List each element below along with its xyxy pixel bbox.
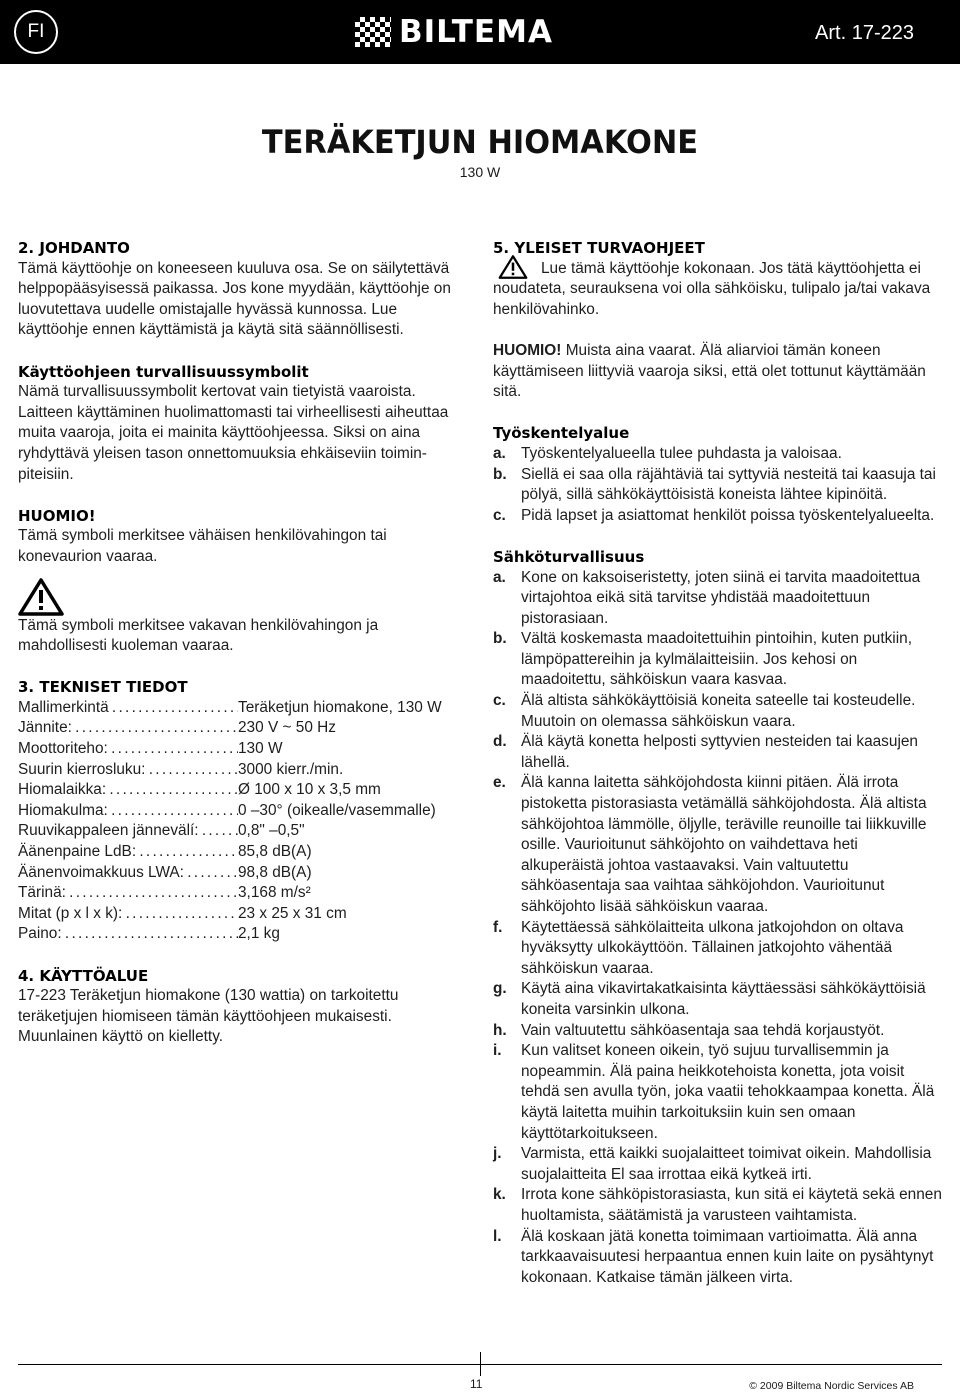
list-text: Älä kanna laitetta sähköjohdosta kiinni pitäen. Älä irrota pistoketta pistorasiasta vetämällä sähköjohdosta. Älä altista sähköjohtoa lämmölle, öljylle, teräville reunoille tai liikkuville osille. Vaurioitunut sähköjohto on vaihdettava heti alkuperäistä johtoa vastaavaksi. Vain valtuutettu sähköasentaja saa vaihtaa sähköjohdon. Vaurioitunut sähköjohto lisää sähköiskun vaaraa. <box>521 774 927 915</box>
symbols-heading: Käyttöohjeen turvallisuussymbolit <box>18 362 309 381</box>
list-letter: i. <box>493 1042 502 1060</box>
spec-value: Ø 100 x 10 x 3,5 mm <box>238 781 381 799</box>
spec-row <box>18 780 468 801</box>
warning-triangle-icon <box>18 578 64 616</box>
list-letter: l. <box>493 1227 502 1245</box>
huomio-text: Muista aina vaarat. Älä aliarvioi tämän koneen käyttämiseen liittyviä vaaroja siksi, että olet tottunut käyttämään sitä. <box>493 341 926 401</box>
header-bar <box>0 0 960 64</box>
list-item <box>493 465 945 506</box>
spec-row <box>18 863 468 884</box>
list-letter: c. <box>493 692 506 710</box>
spec-row <box>18 904 468 925</box>
spec-value: 230 V ~ 50 Hz <box>238 719 336 737</box>
use-text: 17-223 Teräketjun hiomakone (130 wattia) on tarkoitettu teräketjujen hiomiseen tämän käyttöohjeen mukaisesti. Muunlainen käyttö on kielletty. <box>18 987 399 1046</box>
safety-text: Lue tämä käyttöohje kokonaan. Jos tätä käyttöohjetta ei noudateta, seurauksena voi olla sähköisku, tulipalo ja/tai vakava henkilövahinko. <box>493 259 931 318</box>
warning-text: Tämä symboli merkitsee vakavan henkilövahingon ja mahdollisesti kuoleman vaaraa. <box>18 616 379 655</box>
brand-logo <box>355 15 605 49</box>
intro-heading: 2. JOHDANTO <box>18 239 130 257</box>
spec-value: 2,1 kg <box>238 925 280 943</box>
spec-value: 85,8 dB(A) <box>238 843 312 861</box>
spec-value: 23 x 25 x 31 cm <box>238 904 347 922</box>
spec-row <box>18 821 468 842</box>
list-letter: f. <box>493 918 503 936</box>
spec-label: Hiomalaikka: . . . <box>18 780 238 801</box>
list-letter: g. <box>493 980 507 998</box>
spec-label: Mitat (p x l x k): . . . <box>18 904 238 925</box>
list-letter: c. <box>493 506 506 524</box>
spec-value: 0 –30° (oikealle/vasemmalle) <box>238 801 436 819</box>
spec-row <box>18 739 468 760</box>
list-item <box>493 1144 945 1185</box>
safety-paragraph <box>493 259 945 321</box>
spec-row <box>18 698 468 719</box>
spec-label: Tärinä: . . . <box>18 883 238 904</box>
list-item <box>493 568 945 630</box>
spec-label: Suurin kierrosluku: . . . <box>18 760 238 781</box>
left-column <box>18 238 468 1048</box>
list-text: Kun valitset koneen oikein, työ sujuu turvallisemmin ja nopeammin. Älä paina heikkotehoista konetta, jota voisit tehdä sen avulla työn, joka vaatii tehokkaampaa konetta. Älä käytä laitetta muihin tarkoituksiin kuin sen omaan käyttötarkoitukseen. <box>521 1042 935 1142</box>
list-letter: j. <box>493 1145 502 1163</box>
list-item <box>493 1041 945 1144</box>
brand-logo-text: BILTEMA <box>399 14 553 50</box>
list-item <box>493 979 945 1020</box>
list-item <box>493 691 945 732</box>
specs-table <box>18 698 468 945</box>
page-number: 11 <box>470 1377 483 1391</box>
list-text: Pidä lapset ja asiattomat henkilöt poissa työskentelyalueelta. <box>521 506 935 524</box>
list-letter: a. <box>493 444 506 462</box>
list-text: Älä koskaan jätä konetta toimimaan vartioimatta. Älä anna tarkkaavaisuutesi herpaantua ennen kuin laite on pysähtynyt kokonaan. Katkaise tämän jälkeen virta. <box>521 1227 934 1286</box>
spec-value: Teräketjun hiomakone, 130 W <box>238 698 442 716</box>
list-item <box>493 732 945 773</box>
checkered-flag-icon <box>355 17 391 47</box>
huomio-label: HUOMIO! <box>18 506 96 525</box>
list-letter: d. <box>493 733 507 751</box>
footer-tick <box>480 1352 481 1376</box>
huomio-label: HUOMIO! <box>493 341 562 359</box>
right-column <box>493 238 945 1288</box>
spec-label: Moottoriteho: . . . <box>18 739 238 760</box>
page-subtitle: 130 W <box>459 164 501 180</box>
list-letter: k. <box>493 1186 506 1204</box>
spec-value: 98,8 dB(A) <box>238 863 312 881</box>
warning-triangle-icon <box>493 255 533 279</box>
spec-row <box>18 801 468 822</box>
page-title: TERÄKETJUN HIOMAKONE <box>261 123 699 161</box>
list-text: Käytettäessä sähkölaitteita ulkona jatkojohdon on oltava hyväksytty ulkokäyttöön. Tällainen jatkojohto vähentää sähköiskun vaaraa. <box>521 918 904 977</box>
spec-row <box>18 760 468 781</box>
elec-list <box>493 568 945 1289</box>
spec-row <box>18 842 468 863</box>
list-letter: h. <box>493 1021 507 1039</box>
list-text: Kone on kaksoiseristetty, joten siinä ei tarvita maadoitettua virtajohtoa eikä sitä tarvitse yhdistää maadoitettuun pistorasiaan. <box>521 568 921 627</box>
symbols-text: Nämä turvallisuussymbolit kertovat vain tietyistä vaaroista. Laitteen käyttäminen huolimattomasti tai virheellisesti aiheuttaa muita vaaroja, joita ei mainita käyttöohjeessa. Siksi on aina ryhdyttävä yleisen tason onnettomuuksia ehkäiseviin toiminpiteisiin. <box>18 383 449 483</box>
spec-label: Mallimerkintä . . . <box>18 698 238 719</box>
list-item <box>493 506 945 527</box>
list-letter: b. <box>493 465 507 483</box>
list-item <box>493 773 945 917</box>
spec-label: Hiomakulma: . . . <box>18 801 238 822</box>
safety-heading: 5. YLEISET TURVAOHJEET <box>493 239 705 257</box>
list-letter: a. <box>493 568 506 586</box>
list-item <box>493 1185 945 1226</box>
list-text: Älä altista sähkökäyttöisiä koneita sateelle tai kosteudelle. Muutoin on olemassa sähköiskun vaara. <box>521 692 916 730</box>
spec-value: 130 W <box>238 740 283 758</box>
list-item <box>493 918 945 980</box>
spec-value: 3000 kierr./min. <box>238 760 344 778</box>
list-letter: e. <box>493 774 506 792</box>
article-number: Art. 17-223 <box>815 22 914 44</box>
list-item <box>493 1021 945 1042</box>
use-heading: 4. KÄYTTÖALUE <box>18 966 149 985</box>
list-text: Työskentelyalueella tulee puhdasta ja valoisaa. <box>521 444 842 462</box>
spec-label: Äänenpaine LdB: . . . <box>18 842 238 863</box>
specs-heading: 3. TEKNISET TIEDOT <box>18 678 188 697</box>
spec-label: Ruuvikappaleen jännevälí: . . . <box>18 821 238 842</box>
spec-row <box>18 883 468 904</box>
copyright: © 2009 Biltema Nordic Services AB <box>749 1380 914 1392</box>
list-item <box>493 444 945 465</box>
work-list <box>493 444 945 526</box>
list-text: Varmista, että kaikki suojalaitteet toimivat oikein. Mahdollisia suojalaitteita El saa irrottaa eikä kytkeä irti. <box>521 1145 932 1183</box>
right-huomio <box>493 341 945 403</box>
list-item <box>493 1227 945 1289</box>
spec-value: 0,8" –0,5" <box>238 822 305 840</box>
list-text: Vain valtuutettu sähköasentaja saa tehdä korjaustyöt. <box>521 1021 885 1039</box>
language-badge: FI <box>14 10 58 54</box>
spec-label: Paino: . . . <box>18 924 238 945</box>
intro-text: Tämä käyttöohje on koneeseen kuuluva osa. Se on säilytettävä helppopääsyisessä paikassa. Jos kone myydään, käyttöohje on luovutettava uudelle omistajalle hyvässä kunnossa. Lue käyttöohje ennen käyttämistä ja käytä sitä säännöllisesti. <box>18 259 451 339</box>
spec-label: Äänenvoimakkuus LWA: . . . <box>18 863 238 884</box>
list-text: Käytä aina vikavirtakatkaisinta käyttäessäsi sähkökäyttöisiä koneita varsinkin ulkona. <box>521 980 926 1018</box>
list-text: Siellä ei saa olla räjähtäviä tai syttyviä nesteitä tai kaasuja tai pölyä, sillä sähkökäyttöisistä koneista lähtee kipinöitä. <box>521 465 936 504</box>
spec-value: 3,168 m/s² <box>238 884 311 902</box>
list-text: Irrota kone sähköpistorasiasta, kun sitä ei käytetä sekä ennen huoltamista, säätämistä ja varusteen vaihtamista. <box>521 1186 942 1224</box>
list-item <box>493 629 945 691</box>
spec-row <box>18 924 468 945</box>
spec-row <box>18 718 468 739</box>
list-letter: b. <box>493 630 507 648</box>
huomio-text: Tämä symboli merkitsee vähäisen henkilövahingon tai konevaurion vaaraa. <box>18 527 387 565</box>
elec-heading: Sähköturvallisuus <box>493 547 645 566</box>
list-text: Vältä koskemasta maadoitettuihin pintoihin, kuten putkiin, lämpöpattereihin ja kylmälaitteisiin. Jos kehosi on maadoitettu, sähköiskun vaara kasvaa. <box>521 630 912 689</box>
work-heading: Työskentelyalue <box>493 424 630 443</box>
list-text: Älä käytä konetta helposti syttyvien nesteiden tai kaasujen lähellä. <box>521 733 918 771</box>
spec-label: Jännite: . . . <box>18 718 238 739</box>
